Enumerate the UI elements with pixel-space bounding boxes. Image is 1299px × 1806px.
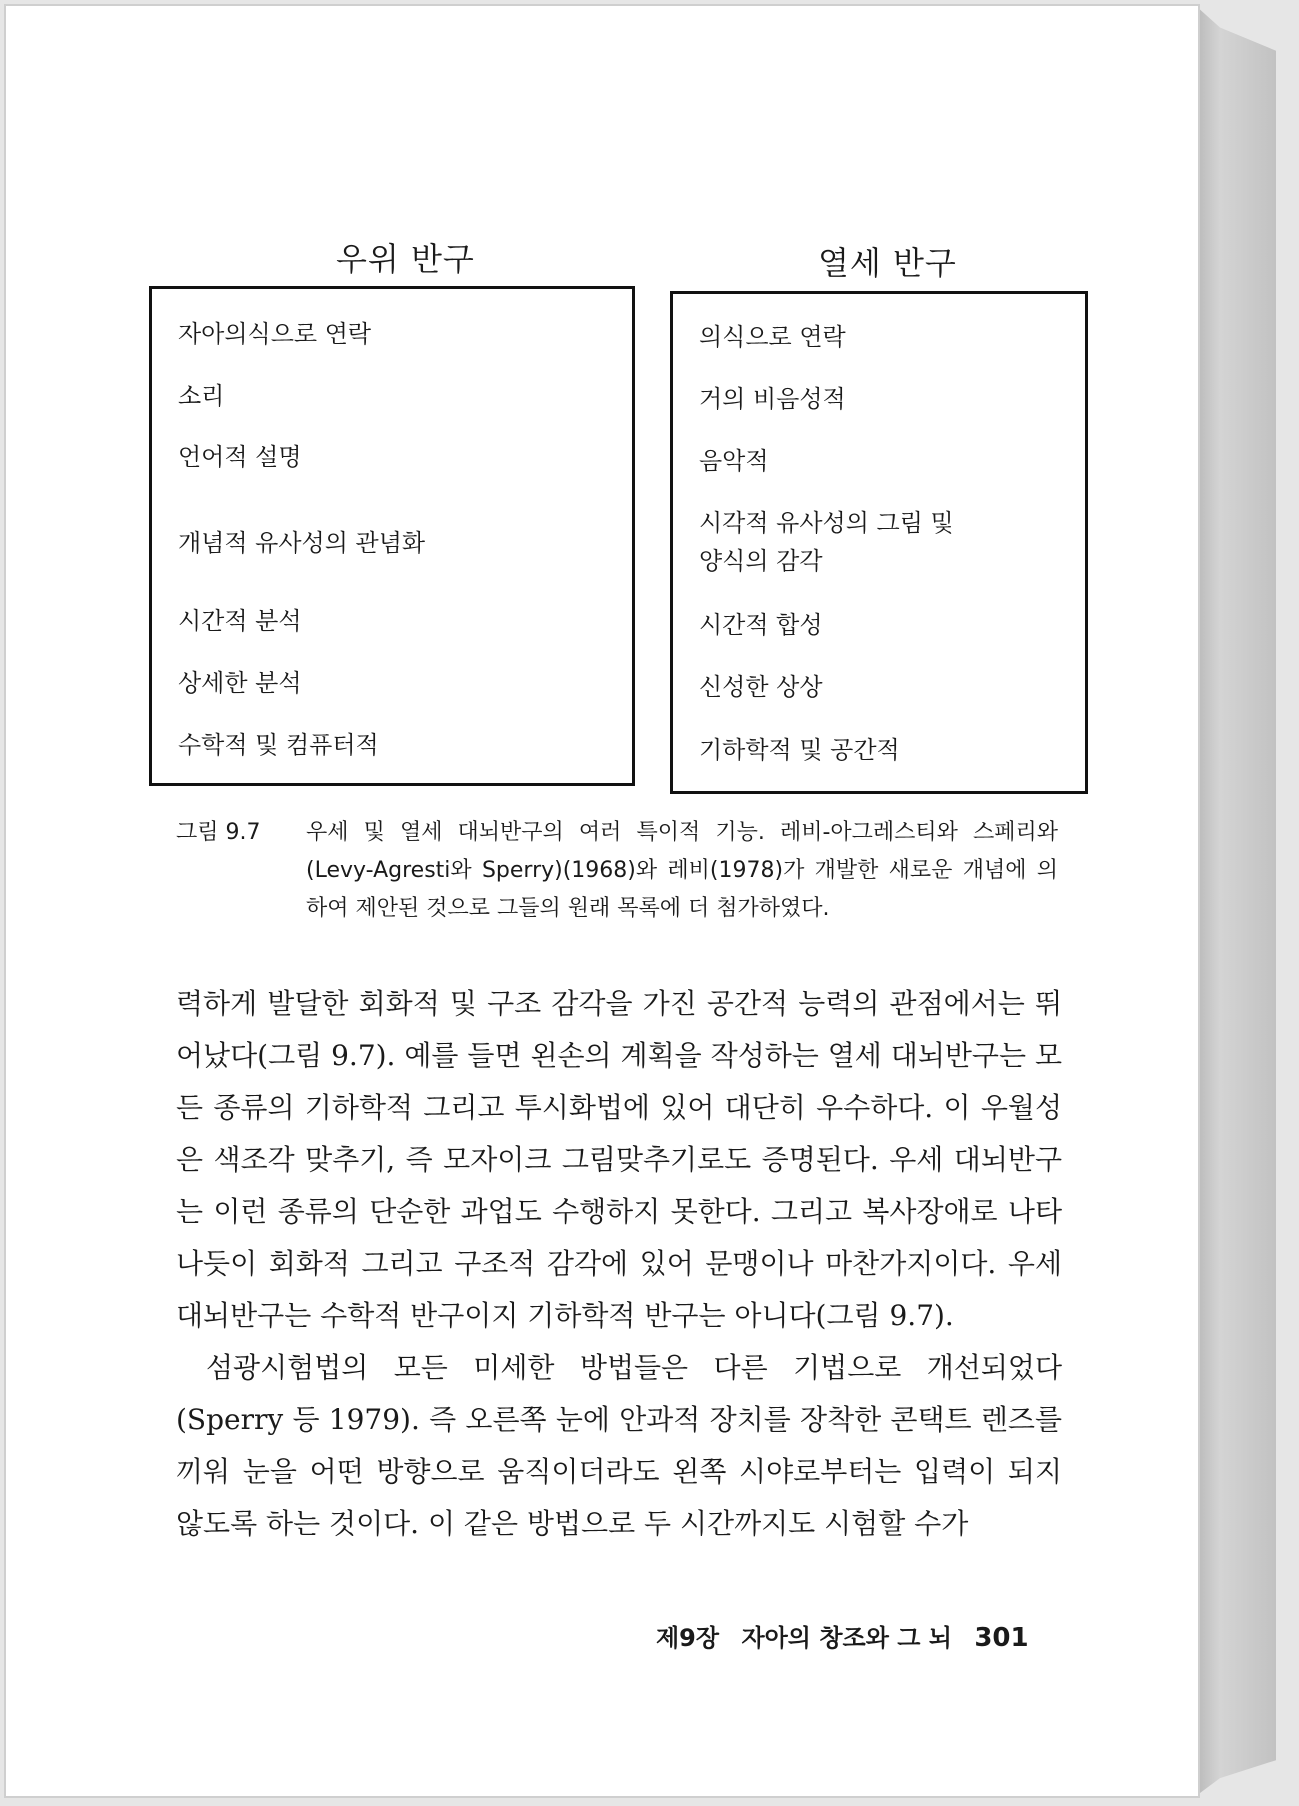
chapter-label: 제9장: [656, 1624, 720, 1652]
dominant-item: 시간적 분석: [178, 607, 302, 635]
dominant-hemisphere-title: 우위 반구: [336, 240, 475, 278]
body-text: [176, 978, 1062, 1550]
minor-item: 신성한 상상: [699, 673, 823, 701]
page-number: 301: [974, 1623, 1029, 1653]
paragraph: 력하게 발달한 회화적 및 구조 감각을 가진 공간적 능력의 관점에서는 뛰어났다(그림 9.7). 예를 들면 왼손의 계획을 작성하는 열세 대뇌반구는 모든 종류의 기하학적 그리고 투시화법에 있어 대단히 우수하다. 이 우월성은 색조각 맞추기, 즉 모자이크 그림맞추기로도 증명된다. 우세 대뇌반구는 이런 종류의 단순한 과업도 수행하지 못한다. 그리고 복사장애로 나타나듯이 회화적 그리고 구조적 감각에 있어 문맹이나 마찬가지이다. 우세 대뇌반구는 수학적 반구이지 기하학적 반구는 아니다(그림 9.7).: [176, 987, 1062, 1332]
page-edge-shadow: [1196, 6, 1276, 1796]
dominant-hemisphere-box: [149, 286, 635, 786]
figure-number: 그림 9.7: [176, 820, 261, 845]
minor-item: 기하학적 및 공간적: [699, 736, 900, 764]
minor-item: 거의 비음성적: [699, 385, 846, 413]
dominant-item: 상세한 분석: [178, 669, 302, 697]
minor-item: 음악적: [699, 447, 769, 475]
minor-hemisphere-box: [670, 291, 1088, 794]
dominant-item: 소리: [178, 382, 225, 410]
dominant-item: 언어적 설명: [178, 443, 302, 471]
dominant-item: 수학적 및 컴퓨터적: [178, 731, 379, 759]
running-footer: [656, 1618, 1043, 1653]
dominant-item: 자아의식으로 연락: [178, 320, 372, 348]
book-page: [4, 4, 1200, 1798]
minor-item: 의식으로 연락: [699, 323, 846, 351]
chapter-title: 자아의 창조와 그 뇌: [741, 1624, 952, 1652]
caption-text: 우세 및 열세 대뇌반구의 여러 특이적 기능. 레비-아그레스티와 스페리와(Levy-Agresti와 Sperry)(1968)와 레비(1978)가 개발한 새로운 개념에 의하여 제안된 것으로 그들의 원래 목록에 더 첨가하였다.: [306, 820, 1058, 921]
dominant-item: 개념적 유사성의 관념화: [178, 529, 426, 557]
paragraph: 섬광시험법의 모든 미세한 방법들은 다른 기법으로 개선되었다(Sperry 등 1979). 즉 오른쪽 눈에 안과적 장치를 장착한 콘택트 렌즈를 끼워 눈을 어떤 방향으로 움직이더라도 왼쪽 시야로부터는 입력이 되지 않도록 하는 것이다. 이 같은 방법으로 두 시간까지도 시험할 수가: [176, 1351, 1062, 1540]
minor-item: 시간적 합성: [699, 611, 823, 639]
minor-item: 시각적 유사성의 그림 및 양식의 감각: [699, 509, 954, 575]
minor-hemisphere-title: 열세 반구: [818, 244, 957, 282]
